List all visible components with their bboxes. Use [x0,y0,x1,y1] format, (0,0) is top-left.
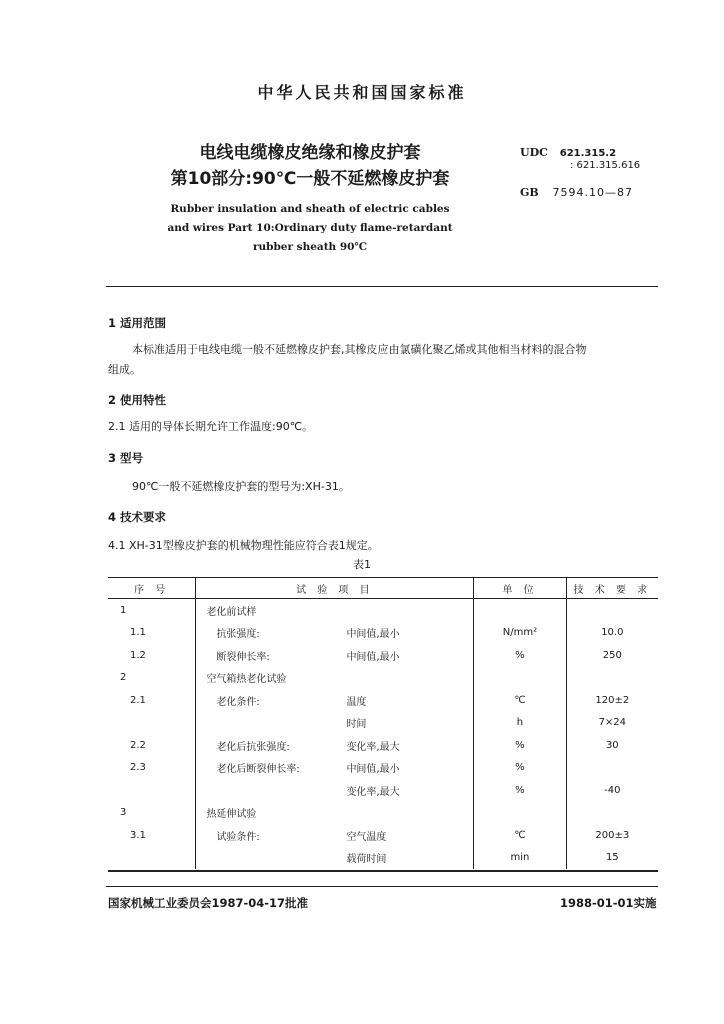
table-row [108,689,658,712]
table-row [108,802,658,825]
cell-requirement [566,667,658,690]
cell-requirement: 30 [605,739,619,751]
item-name: 老化后断裂伸长率: [216,764,300,776]
cell-requirement [566,802,658,825]
cell-no [108,734,196,757]
row-number: 3.1 [130,829,146,841]
cell-no [108,847,196,870]
item-condition: 中间值,最小 [346,651,400,663]
cell-item [196,644,474,667]
cell-requirement: -40 [604,784,621,796]
row-number: 2.2 [130,739,146,751]
gb-value: 7594.10—87 [552,186,634,199]
cell-item [196,667,474,690]
cell-item [196,622,474,645]
udc-value2: : 621.315.616 [570,160,641,171]
section-1-text: 本标准适用于电线电缆一般不延燃橡皮护套,其橡皮应由氯磺化聚乙烯或其他相当材料的混合物 [132,343,587,356]
cell-item [196,802,474,825]
cell-item [196,847,474,870]
cell-no [108,779,196,802]
cell-item [196,712,474,735]
cell-item [196,734,474,757]
cell-unit [474,599,566,622]
cell-no [108,757,196,780]
table-row [108,599,658,622]
udc-label: UDC [520,146,548,159]
item-condition: 中间值,最小 [346,629,400,641]
table-row [108,824,658,847]
title-cn-line2: 第10部分:90℃一般不延燃橡皮护套 [170,169,450,189]
table-row [108,779,658,802]
title-cn-line1: 电线电缆橡皮绝缘和橡皮护套 [199,143,421,163]
cell-unit [474,667,566,690]
table-bottom-rule [108,870,658,872]
cell-no [108,644,196,667]
cell-requirement: 15 [605,852,619,864]
item-condition: 变化率,最大 [346,741,400,753]
table-header-row [108,578,658,599]
item-name: 空气箱热老化试验 [206,674,287,686]
row-number: 2 [120,672,127,684]
gb-label: GB [520,186,539,199]
gb-line [520,186,633,199]
cell-unit: % [474,757,566,780]
item-name: 老化条件: [216,696,260,708]
section-4-text: 4.1 XH-31型橡皮护套的机械物理性能应符合表1规定。 [108,539,379,552]
table-row [108,734,658,757]
item-condition: 空气温度 [346,831,387,843]
cell-no [108,712,196,735]
item-name: 老化后抗张强度: [216,741,290,753]
cell-unit: min [474,847,566,870]
header-item: 试 验 项 目 [196,578,474,599]
cell-no [108,824,196,847]
header-divider [106,286,658,287]
table-row [108,712,658,735]
cell-requirement: 250 [602,649,622,661]
title-en-line3: rubber sheath 90℃ [252,241,368,253]
section-3-text: 90℃一般不延燃橡皮护套的型号为:XH-31。 [132,480,350,493]
item-name: 断裂伸长率: [216,651,270,663]
cell-no [108,802,196,825]
title-en-line1: Rubber insulation and sheath of electric cables [170,203,450,215]
item-condition: 载荷时间 [346,854,387,866]
cell-no [108,689,196,712]
section-2-heading: 2 使用特性 [108,393,167,407]
cell-item [196,757,474,780]
cell-item [196,779,474,802]
cell-requirement: 120±2 [595,694,630,706]
cell-unit: N/mm² [474,622,566,645]
cell-no [108,667,196,690]
section-2-text: 2.1 适用的导体长期允许工作温度:90℃。 [108,420,314,433]
row-number: 1.2 [130,649,146,661]
cell-unit: % [474,779,566,802]
cell-requirement [566,599,658,622]
section-3-heading: 3 型号 [108,451,144,465]
item-name: 试验条件: [216,831,260,843]
table-row [108,667,658,690]
table-row [108,847,658,870]
header-req: 技 术 要 求 [566,578,658,599]
item-condition: 温度 [346,696,367,708]
item-condition: 变化率,最大 [346,786,400,798]
cell-item [196,824,474,847]
cell-requirement: 7×24 [598,717,627,729]
item-name: 老化前试样 [206,606,257,618]
cell-unit: ℃ [474,824,566,847]
table-row [108,622,658,645]
cell-item [196,689,474,712]
udc-line1 [520,146,616,159]
item-condition: 时间 [346,719,367,731]
row-number: 1 [120,604,127,616]
cell-item [196,599,474,622]
footer-divider [106,886,658,887]
national-standard-heading: 中华人民共和国国家标准 [257,83,467,102]
spec-table [108,577,658,869]
table-body [108,599,658,870]
cell-unit [474,802,566,825]
cell-unit: % [474,644,566,667]
row-number: 2.3 [130,762,146,774]
section-4-heading: 4 技术要求 [108,510,167,524]
row-number: 3 [120,807,127,819]
cell-no [108,599,196,622]
row-number: 1.1 [130,627,146,639]
item-name: 热延伸试验 [206,809,257,821]
footer-effective: 1988-01-01实施 [560,896,657,910]
cell-unit: h [474,712,566,735]
section-1-heading: 1 适用范围 [108,316,167,330]
cell-requirement: 200±3 [595,829,630,841]
section-1-text-cont: 组成。 [108,363,141,376]
header-unit: 单 位 [474,578,566,599]
title-en-line2: and wires Part 10:Ordinary duty flame-retardant [167,222,453,234]
cell-requirement: 10.0 [601,627,624,639]
table-caption: 表1 [353,558,371,571]
item-condition: 中间值,最小 [346,764,400,776]
header-no: 序 号 [108,578,196,599]
cell-unit: ℃ [474,689,566,712]
table-row [108,757,658,780]
table-row [108,644,658,667]
row-number: 2.1 [130,694,146,706]
footer-approval: 国家机械工业委员会1987-04-17批准 [108,896,309,910]
cell-requirement [566,757,658,780]
cell-unit: % [474,734,566,757]
cell-no [108,622,196,645]
item-name: 抗张强度: [216,629,260,641]
udc-value1: 621.315.2 [559,148,617,159]
